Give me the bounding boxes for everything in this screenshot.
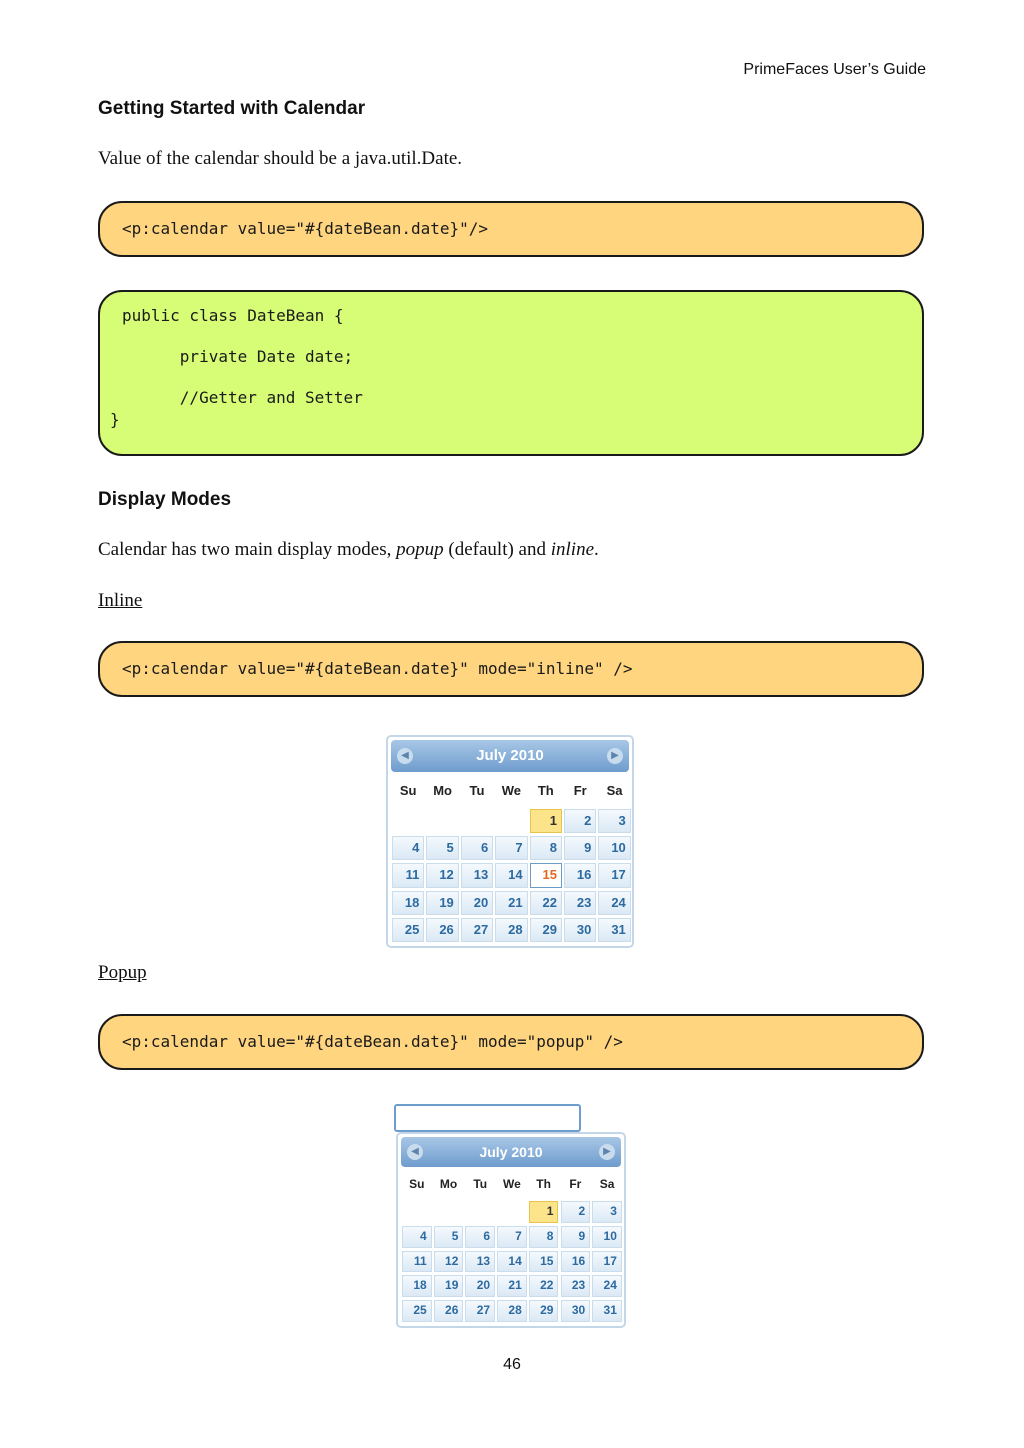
calendar-day[interactable]: 9 [561,1226,591,1248]
page-number: 46 [503,1356,521,1373]
date-input[interactable] [394,1104,581,1132]
calendar-day[interactable]: 19 [434,1275,464,1297]
calendar-day[interactable]: 30 [561,1300,591,1322]
calendar-day[interactable]: 27 [465,1300,495,1322]
calendar-day[interactable]: 27 [461,918,493,942]
calendar-day[interactable]: 16 [561,1251,591,1273]
weekday-label: Tu [469,783,485,798]
weekday-label: Th [536,1177,551,1191]
weekday-label: Su [399,783,417,798]
calendar-day[interactable]: 20 [465,1275,495,1297]
running-header: PrimeFaces User’s Guide [743,61,926,78]
calendar-day[interactable]: 24 [592,1275,622,1297]
chevron-left-icon[interactable]: ◀ [397,748,413,764]
calendar-day[interactable]: 21 [497,1275,527,1297]
calendar-day[interactable]: 26 [426,918,458,942]
calendar-day[interactable]: 1 [530,809,562,833]
code-line: private Date date; [122,347,354,366]
calendar-day[interactable]: 14 [497,1251,527,1273]
calendar-day[interactable]: 14 [495,863,527,887]
calendar-day[interactable]: 15 [529,1251,559,1273]
calendar-day[interactable]: 5 [434,1226,464,1248]
chevron-right-icon[interactable]: ▶ [599,1144,615,1160]
calendar-day[interactable]: 10 [592,1226,622,1248]
calendar-day[interactable]: 26 [434,1300,464,1322]
calendar-month-title: July 2010 [479,1144,543,1160]
calendar-day[interactable]: 23 [564,891,596,915]
calendar-day[interactable]: 2 [564,809,596,833]
calendar-day[interactable]: 11 [402,1251,432,1273]
calendar-day[interactable]: 31 [592,1300,622,1322]
code-block-inline [98,641,924,697]
inline-term: inline [550,539,595,560]
calendar-day[interactable]: 29 [530,918,562,942]
code-line: <p:calendar value="#{dateBean.date}"/> [122,219,489,238]
calendar-day[interactable]: 7 [497,1226,527,1248]
code-line: <p:calendar value="#{dateBean.date}" mode="inline" /> [122,659,633,678]
calendar-day[interactable]: 5 [426,836,458,860]
calendar-day[interactable]: 15 [530,863,562,887]
popup-term: popup [396,539,444,560]
popup-calendar [396,1132,626,1328]
calendar-day[interactable]: 18 [402,1275,432,1297]
weekday-label: Sa [599,1177,615,1191]
calendar-day[interactable]: 1 [529,1201,559,1223]
popup-subheading: Popup [98,962,147,983]
calendar-month-title: July 2010 [476,747,544,764]
calendar-day[interactable]: 12 [434,1251,464,1273]
calendar-day[interactable]: 31 [598,918,630,942]
code-line: public class DateBean { [122,306,344,325]
inline-subheading: Inline [98,590,143,611]
calendar-day[interactable]: 22 [529,1275,559,1297]
calendar-day[interactable]: 20 [461,891,493,915]
calendar-day[interactable]: 22 [530,891,562,915]
code-line: <p:calendar value="#{dateBean.date}" mode="popup" /> [122,1032,623,1051]
calendar-day[interactable]: 25 [392,918,424,942]
code-block-popup [98,1014,924,1070]
weekday-label: Tu [473,1177,488,1191]
calendar-day[interactable]: 24 [598,891,630,915]
calendar-day[interactable]: 28 [497,1300,527,1322]
weekday-label: Mo [433,783,452,798]
weekday-label: Sa [606,783,623,798]
calendar-day[interactable]: 10 [598,836,630,860]
calendar-day[interactable]: 30 [564,918,596,942]
section-heading-getting-started: Getting Started with Calendar [98,98,366,119]
calendar-day[interactable]: 6 [465,1226,495,1248]
intro-paragraph: Value of the calendar should be a java.util.Date. [98,148,463,169]
calendar-day[interactable]: 13 [465,1251,495,1273]
chevron-right-icon[interactable]: ▶ [607,748,623,764]
calendar-header [401,1137,621,1167]
weekday-label: Th [537,783,554,798]
weekday-label: Su [409,1177,425,1191]
calendar-day[interactable]: 9 [564,836,596,860]
calendar-day[interactable]: 3 [598,809,630,833]
calendar-header [391,740,629,772]
calendar-day[interactable]: 8 [530,836,562,860]
calendar-day[interactable]: 19 [426,891,458,915]
calendar-day[interactable]: 16 [564,863,596,887]
inline-calendar [386,735,634,948]
calendar-day[interactable]: 23 [561,1275,591,1297]
calendar-day[interactable]: 12 [426,863,458,887]
calendar-day[interactable]: 21 [495,891,527,915]
calendar-day[interactable]: 17 [598,863,630,887]
calendar-day[interactable]: 28 [495,918,527,942]
weekday-label: Mo [439,1177,458,1191]
calendar-day[interactable]: 6 [461,836,493,860]
code-line: //Getter and Setter [122,388,363,407]
calendar-day[interactable]: 2 [561,1201,591,1223]
weekday-label: We [501,783,522,798]
calendar-day[interactable]: 17 [592,1251,622,1273]
code-block-xhtml [98,201,924,257]
section-heading-display-modes: Display Modes [98,489,232,510]
weekday-label: We [503,1177,521,1191]
chevron-left-icon[interactable]: ◀ [407,1144,423,1160]
calendar-day[interactable]: 4 [402,1226,432,1248]
code-line: } [110,410,120,429]
calendar-day[interactable]: 7 [495,836,527,860]
code-block-java [98,290,924,456]
calendar-day[interactable]: 8 [529,1226,559,1248]
calendar-day[interactable]: 11 [392,863,424,887]
weekday-label: Fr [573,783,587,798]
calendar-day[interactable]: 3 [592,1201,622,1223]
calendar-day[interactable]: 25 [402,1300,432,1322]
display-modes-paragraph: Calendar has two main display modes, popup (default) and inline. [98,539,599,560]
calendar-day[interactable]: 29 [529,1300,559,1322]
calendar-day[interactable]: 13 [461,863,493,887]
weekday-label: Fr [569,1177,582,1191]
calendar-day[interactable]: 18 [392,891,424,915]
calendar-day[interactable]: 4 [392,836,424,860]
